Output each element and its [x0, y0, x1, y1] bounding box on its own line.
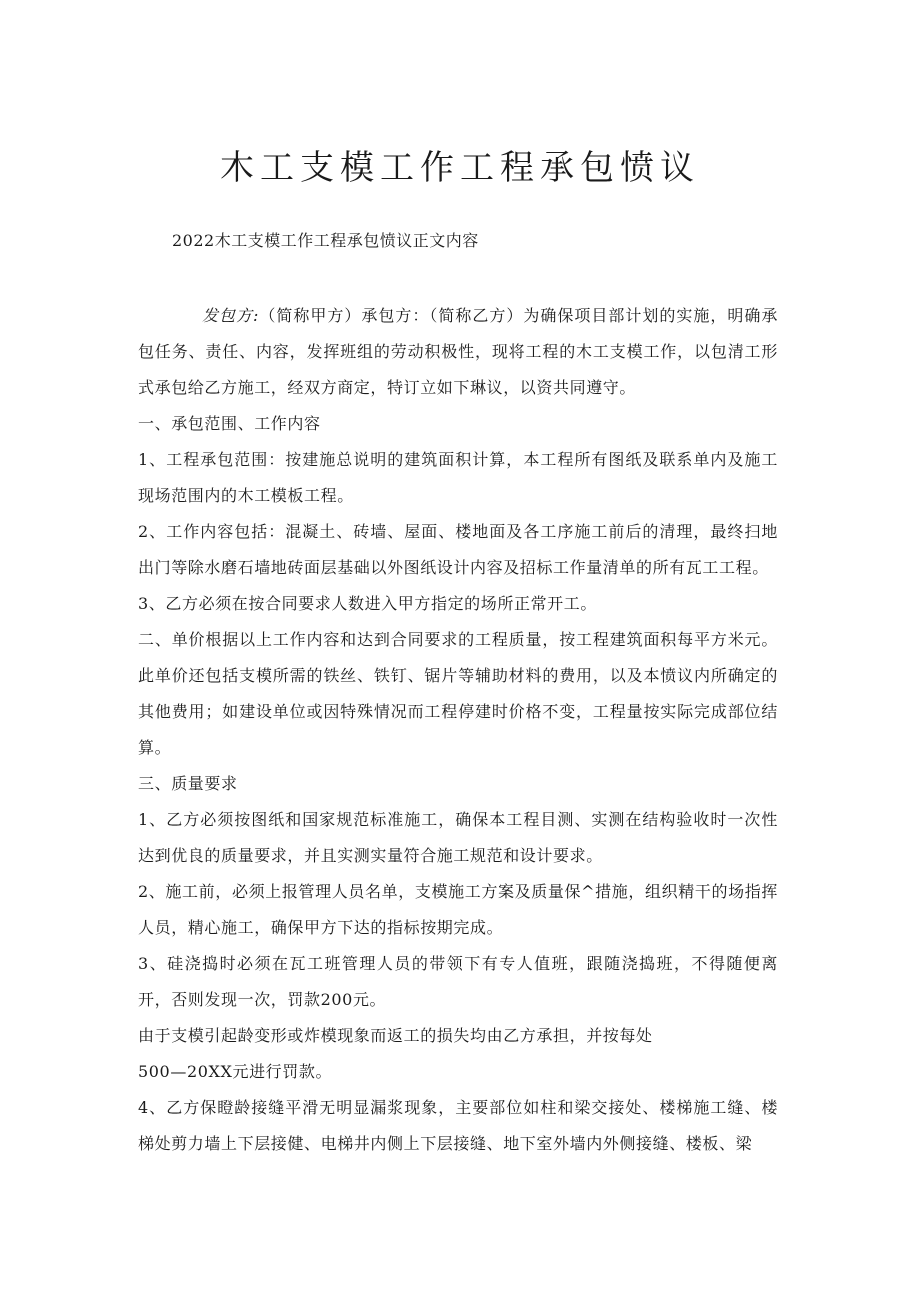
intro-text: （简称甲方）承包方：（简称乙方）为确保项目部计划的实施，明确承包任务、责任、内容，发挥班组的劳动积极性，现将工程的木工支模工作，以包清工形式承包给乙方施工，经双方商定，特订立如下琳议，以资共同遵守。	[138, 306, 778, 397]
paragraph-scope-1: 1、工程承包范围：按建施总说明的建筑面积计算，本工程所有图纸及联系单内及施工现场范围内的木工模板工程。	[138, 450, 778, 505]
paragraph-unit-price: 二、单价根据以上工作内容和达到合同要求的工程质量，按工程建筑面积每平方米元。此单价还包括支模所需的铁丝、铁钉、锯片等辅助材料的费用，以及本愤议内所确定的其他费用；如建设单位或因特殊情况而工程停建时价格不变，工程量按实际完成部位结算。	[138, 630, 778, 757]
document-title: 木工支模工作工程承包愤议	[220, 148, 700, 188]
paragraph-quality-4: 4、乙方保瞪龄接缝平滑无明显漏浆现象，主要部位如柱和梁交接处、楼梯施工缝、楼梯处剪力墙上下层接健、电梯井内侧上下层接缝、地下室外墙内外侧接缝、楼板、梁	[138, 1098, 778, 1153]
document-body	[138, 298, 778, 1162]
section-heading-quality: 三、质量要求	[138, 774, 238, 793]
paragraph-penalty-line-2: 500—20XX元进行罚款。	[138, 1062, 333, 1081]
paragraph-quality-3: 3、硅浇捣时必须在瓦工班管理人员的带领下有专人值班，跟随浇捣班，不得随便离开，否则发现一次，罚款200元。	[138, 954, 778, 1009]
section-heading-scope: 一、承包范围、工作内容	[138, 414, 321, 433]
paragraph-penalty-line-1: 由于支模引起龄变形或炸模现象而返工的损失均由乙方承担，并按每处	[138, 1026, 653, 1045]
intro-paragraph	[138, 298, 778, 406]
paragraph-scope-3: 3、乙方必须在按合同要求人数进入甲方指定的场所正常开工。	[138, 594, 597, 613]
paragraph-quality-1: 1、乙方必须按图纸和国家规范标准施工，确保本工程目测、实测在结构验收时一次性达到优良的质量要求，并且实测实量符合施工规范和设计要求。	[138, 810, 778, 865]
document-subtitle: 2022木工支模工作工程承包愤议正文内容	[172, 231, 479, 250]
paragraph-scope-2: 2、工作内容包括：混凝土、砖墙、屋面、楼地面及各工序施工前后的清理，最终扫地出门等除水磨石墙地砖面层基础以外图纸设计内容及招标工作量清单的所有瓦工工程。	[138, 522, 778, 577]
intro-lead: 发包方:	[202, 306, 259, 325]
paragraph-quality-2: 2、施工前，必须上报管理人员名单，支模施工方案及质量保^措施，组织精干的场指挥人员，精心施工，确保甲方下达的指标按期完成。	[138, 882, 778, 937]
